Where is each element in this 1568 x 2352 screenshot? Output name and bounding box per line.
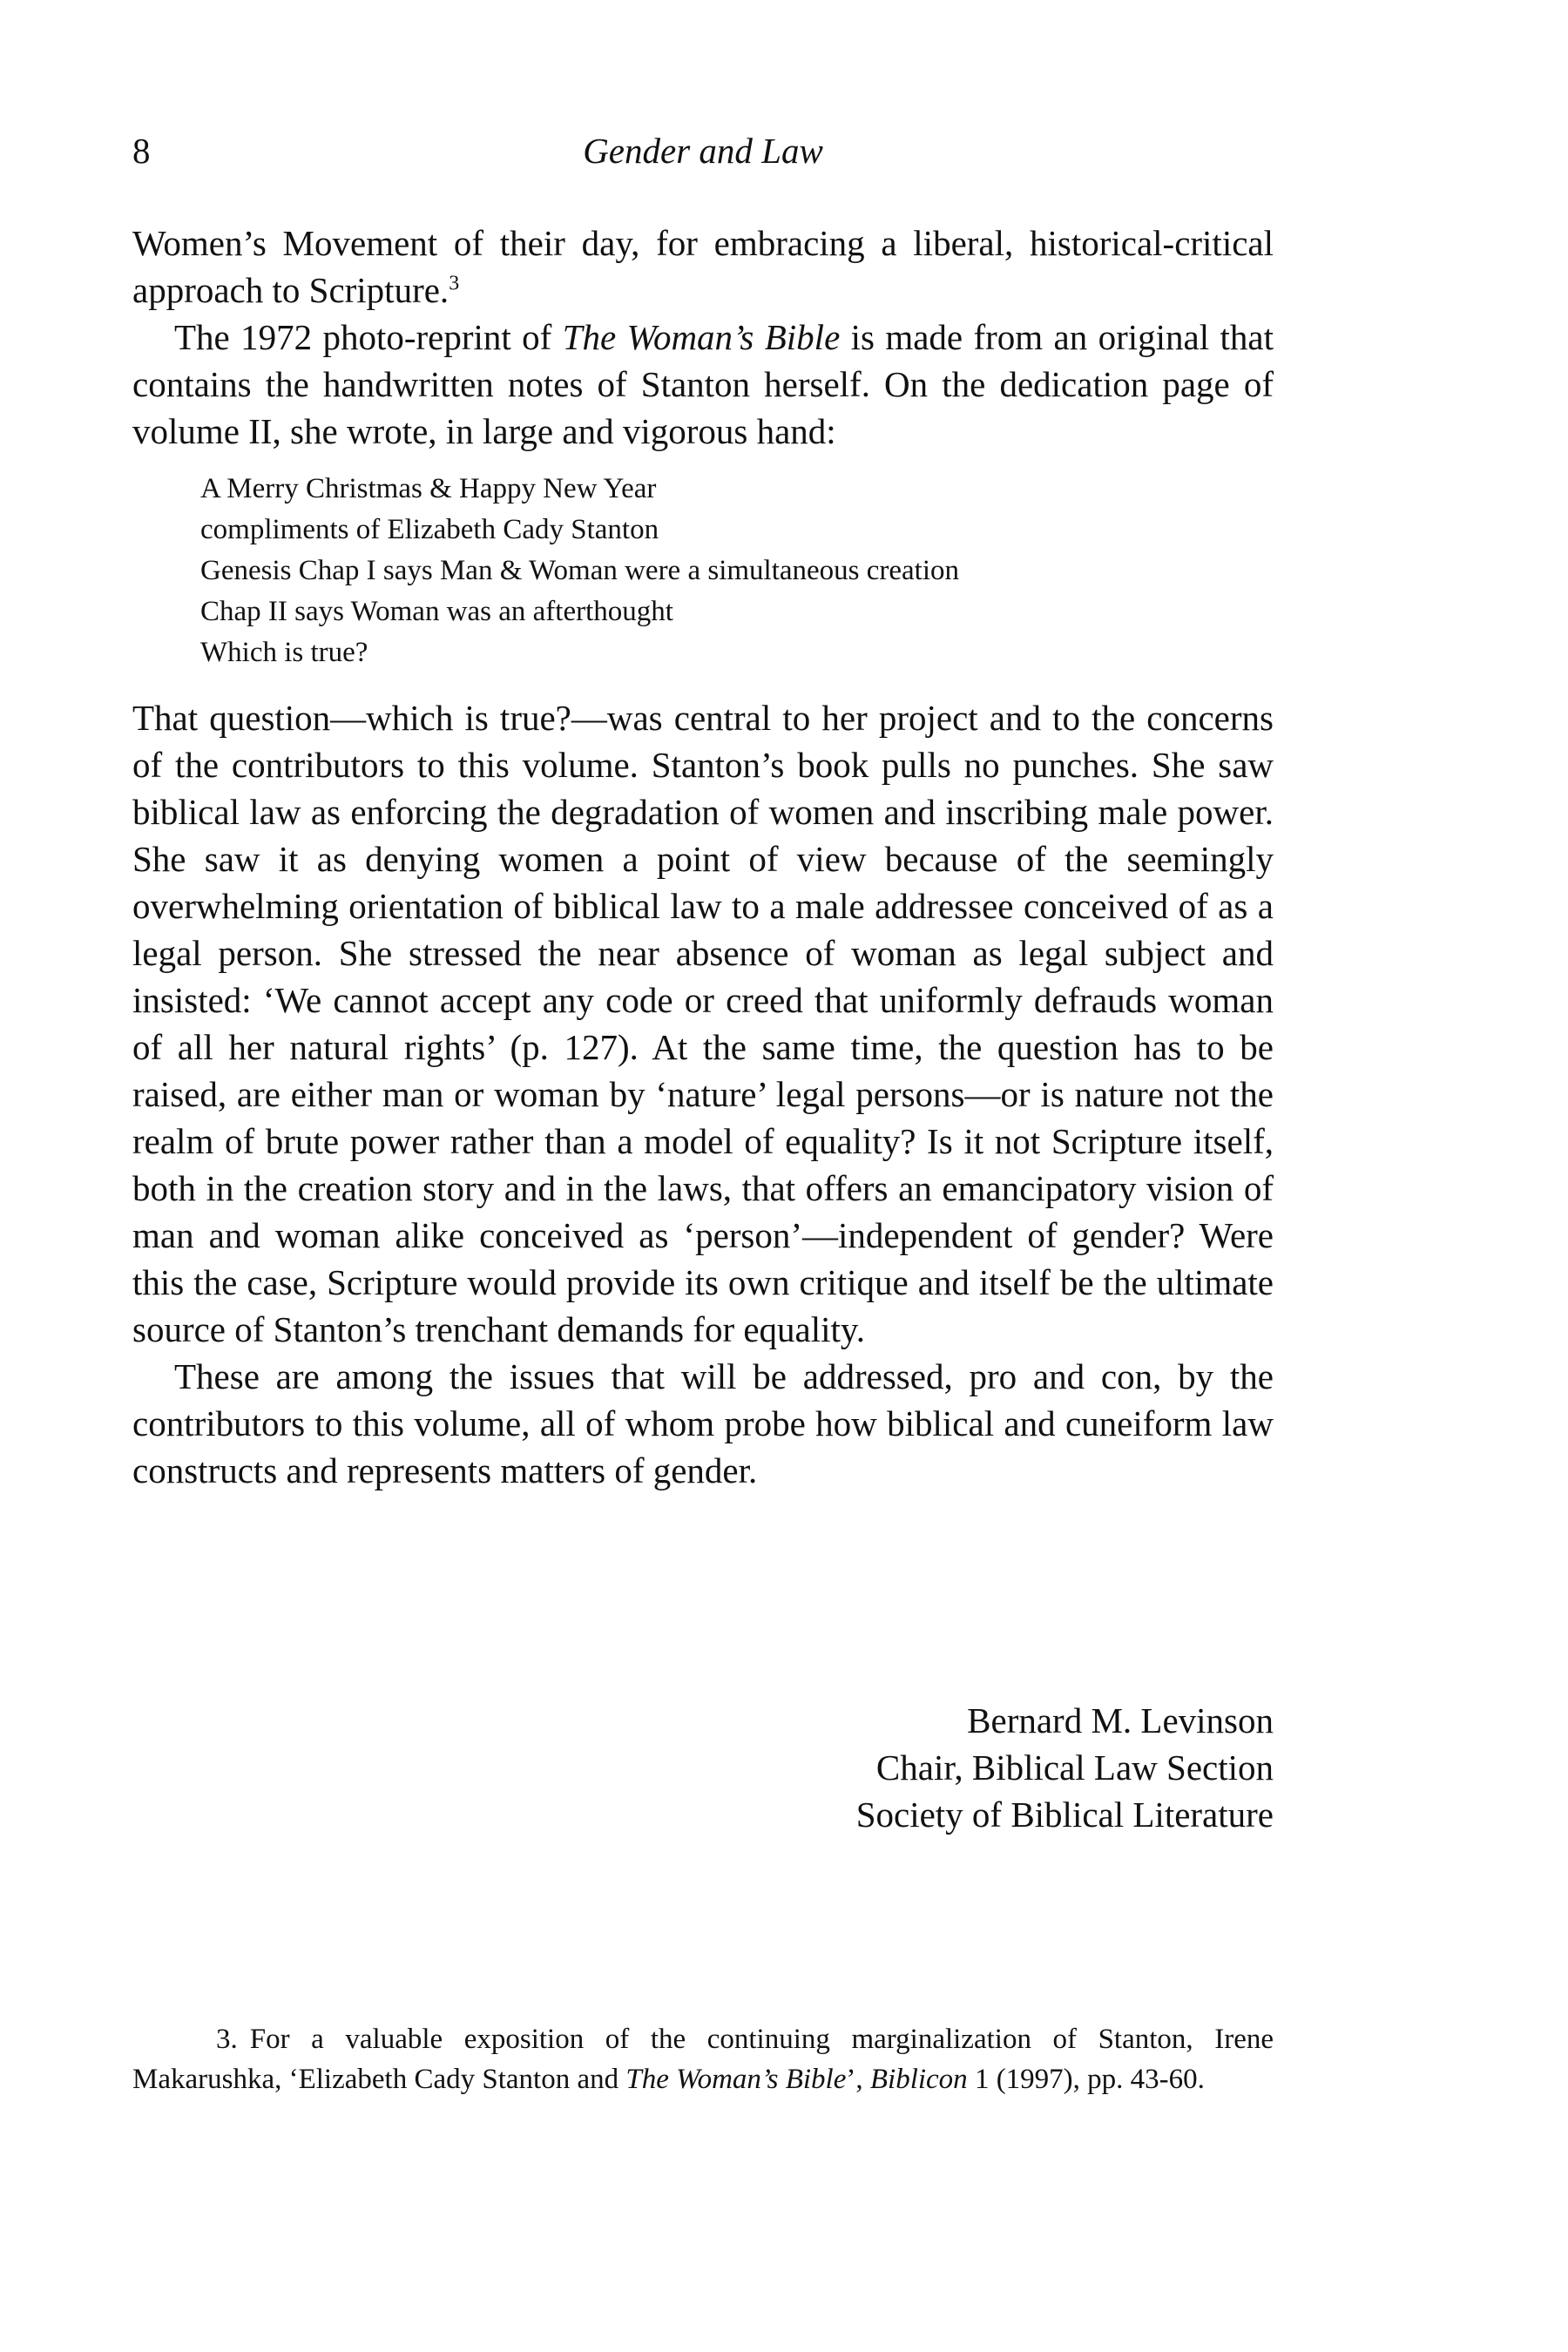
handwritten-inscription-quote [200, 469, 1274, 673]
footnote-reference: 3 [449, 272, 460, 295]
signature-block [856, 1697, 1274, 1838]
signature-organization: Society of Biblical Literature [855, 1794, 1274, 1835]
footnote-number: 3. [216, 2024, 238, 2055]
footnote-text: For a valuable exposition of the continuing marginalization of Stanton, Irene Makarushka, ‘Elizabeth Cady Stanton and [132, 2024, 1274, 2095]
paragraph-text: The 1972 photo-reprint of [174, 317, 563, 357]
quote-line: Which is true? [200, 637, 368, 668]
quote-line: compliments of Elizabeth Cady Stanton [200, 514, 659, 545]
footnote-text: ’, [846, 2064, 870, 2095]
main-text [132, 220, 1274, 1494]
book-title: The Woman’s Bible [625, 2064, 847, 2095]
footnote-entry [132, 2019, 1274, 2099]
quote-line: Chap II says Woman was an afterthought [200, 596, 673, 627]
footnote [132, 2019, 1274, 2099]
quote-line: Genesis Chap I says Man & Woman were a simultaneous creation [200, 555, 960, 586]
journal-title: Biblicon [869, 2064, 968, 2095]
paragraph-reprint [132, 314, 1274, 455]
paragraph-text: Women’s Movement of their day, for embracing a liberal, historical-critical approach to Scripture. [132, 223, 1274, 310]
footnote-text: 1 (1997), pp. 43-60. [967, 2064, 1205, 2095]
quote-line: A Merry Christmas & Happy New Year [200, 473, 657, 504]
page-header [132, 129, 1274, 181]
paragraph-question: That question—which is true?—was central to her project and to the concerns of the contributors to this volume. Stanton’s book pulls no punches. She saw biblical law as enforcing the degradation of women and inscribing male power. She saw it as denying women a point of view because of the seemingly overwhelming orientation of biblical law to a male addressee conceived of as a legal person. She stressed the near absence of woman as legal subject and insisted: ‘We cannot accept any code or creed that uniformly defrauds woman of all her natural rights’ (p. 127). At the same time, the question has to be raised, are either man or woman by ‘nature’ legal persons—or is nature not the realm of brute power rather than a model of equality? Is it not Scripture itself, both in the creation story and in the laws, that offers an emancipatory vision of man and woman alike conceived as ‘person’—independent of gender? Were this the case, Scripture would provide its own critique and itself be the ultimate source of Stanton’s trenchant demands for equality. [132, 698, 1274, 1349]
book-title: The Woman’s Bible [562, 317, 841, 357]
signature-name: Bernard M. Levinson [967, 1700, 1274, 1740]
running-title: Gender and Law [583, 131, 823, 171]
signature-title: Chair, Biblical Law Section [875, 1747, 1274, 1788]
page-number: 8 [132, 131, 151, 171]
paragraph-text: is made from an original that contains the handwritten notes of Stanton herself. On the dedication page of volume II, she wrote, in large and vigorous hand: [132, 317, 1274, 451]
paragraph-issues: These are among the issues that will be addressed, pro and con, by the contributors to this volume, all of whom probe how biblical and cuneiform law constructs and represents matters of gender. [132, 1356, 1274, 1490]
paragraph-continued [132, 220, 1274, 314]
